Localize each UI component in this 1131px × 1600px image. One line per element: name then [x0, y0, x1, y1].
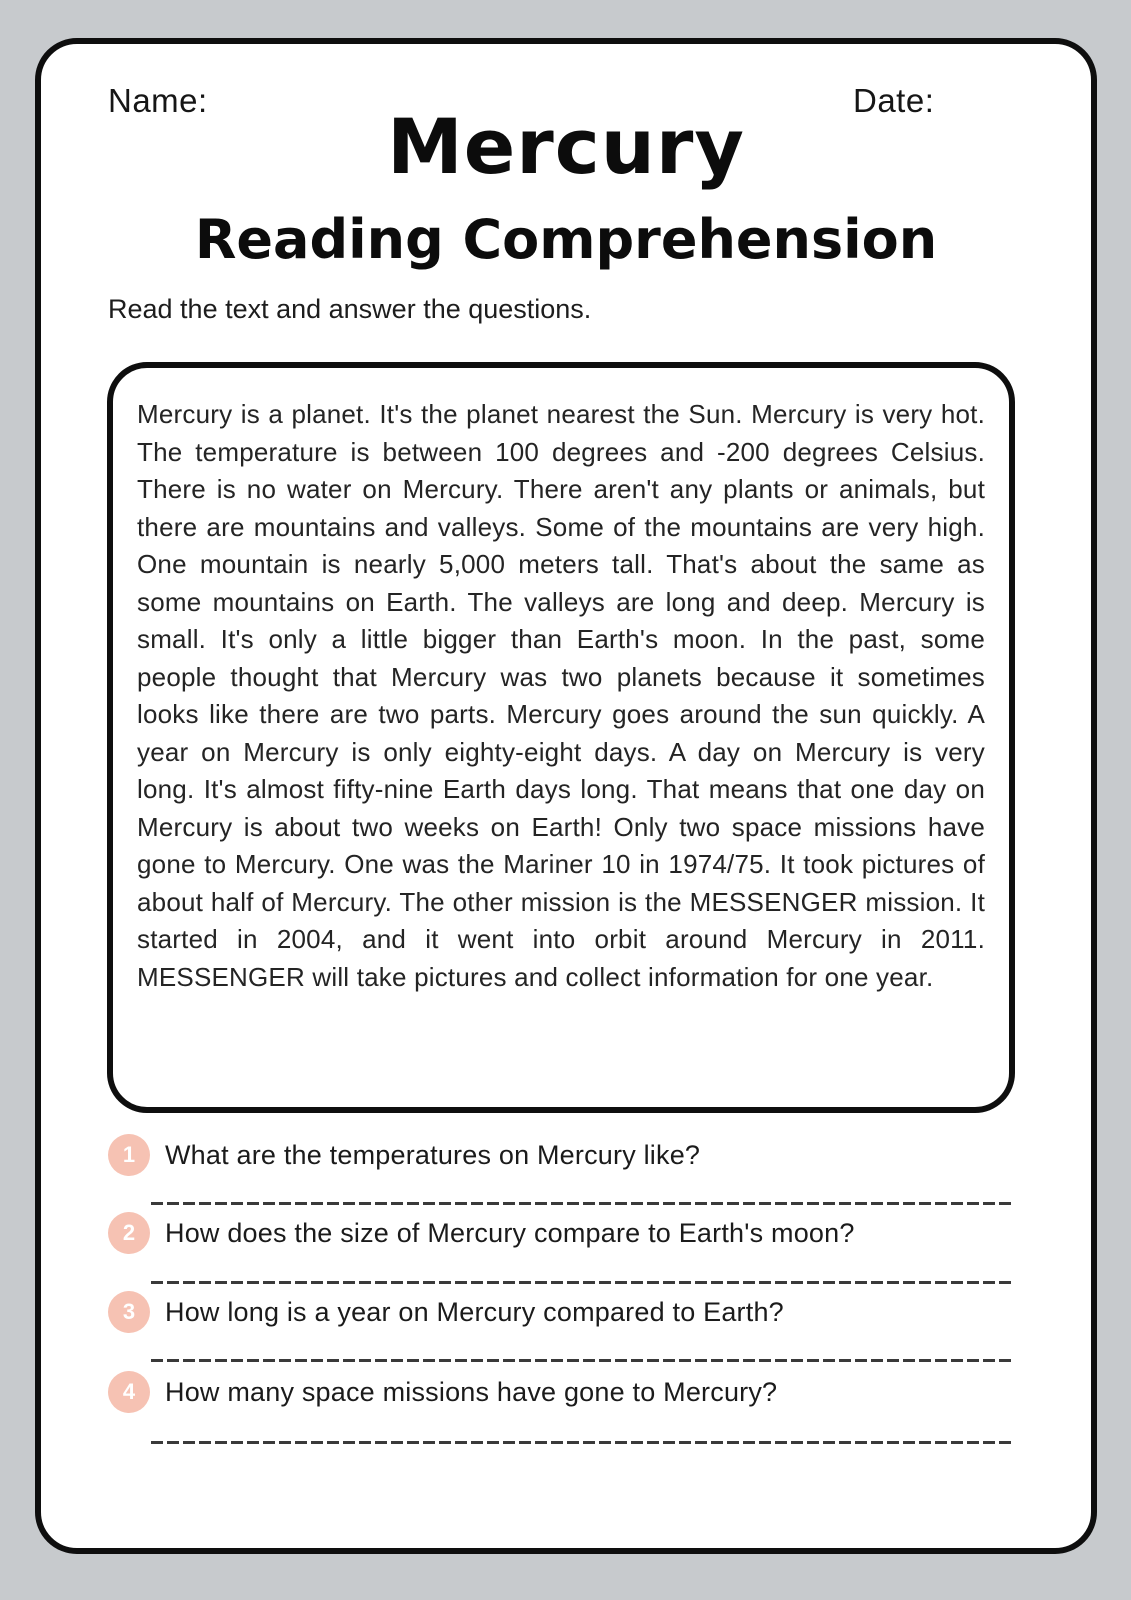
question-text-1: What are the temperatures on Mercury like?	[165, 1139, 701, 1170]
reading-passage-text: Mercury is a planet. It's the planet nearest the Sun. Mercury is very hot. The temperature is between 100 degrees and -200 degrees Celsius. There is no water on Mercury. There aren't any plants or animals, but there are mountains and valleys. Some of the mountains are very high. One mountain is nearly 5,000 meters tall. That's about the same as some mountains on Earth. The valleys are long and deep. Mercury is small. It's only a little bigger than Earth's moon. In the past, some people thought that Mercury was two planets because it sometimes looks like there are two parts. Mercury goes around the sun quickly. A year on Mercury is only eighty-eight days. A day on Mercury is very long. It's almost fifty-nine Earth days long. That means that one day on Mercury is about two weeks on Earth! Only two space missions have gone to Mercury. One was the Mariner 10 in 1974/75. It took pictures of about half of Mercury. The other mission is the MESSENGER mission. It started in 2004, and it went into orbit around Mercury in 2011. MESSENGER will take pictures and collect information for one year.	[137, 399, 985, 992]
page-subtitle: Reading Comprehension	[194, 208, 938, 271]
worksheet-card	[35, 38, 1097, 1554]
question-row-3	[108, 1290, 784, 1334]
question-number-badge-2: 2	[108, 1212, 150, 1254]
question-number-badge-4: 4	[108, 1371, 150, 1413]
question-row-2	[108, 1211, 855, 1255]
name-field-label: Name:	[108, 82, 208, 119]
question-text-2: How does the size of Mercury compare to Earth's moon?	[165, 1217, 855, 1248]
answer-line-3[interactable]	[151, 1358, 1013, 1362]
question-number-badge-1: 1	[108, 1134, 150, 1176]
instruction-text: Read the text and answer the questions.	[108, 294, 592, 324]
page-title: Mercury	[387, 102, 745, 191]
answer-line-2[interactable]	[151, 1280, 1013, 1284]
question-row-4	[108, 1370, 777, 1414]
question-number-badge-3: 3	[108, 1291, 150, 1333]
question-text-3: How long is a year on Mercury compared to Earth?	[165, 1296, 784, 1327]
question-text-4: How many space missions have gone to Mercury?	[165, 1376, 778, 1407]
reading-passage-box	[107, 362, 1015, 1113]
answer-line-1[interactable]	[151, 1201, 1013, 1205]
answer-line-4[interactable]	[151, 1440, 1013, 1444]
question-row-1	[108, 1133, 700, 1177]
date-field-label: Date:	[853, 82, 935, 119]
